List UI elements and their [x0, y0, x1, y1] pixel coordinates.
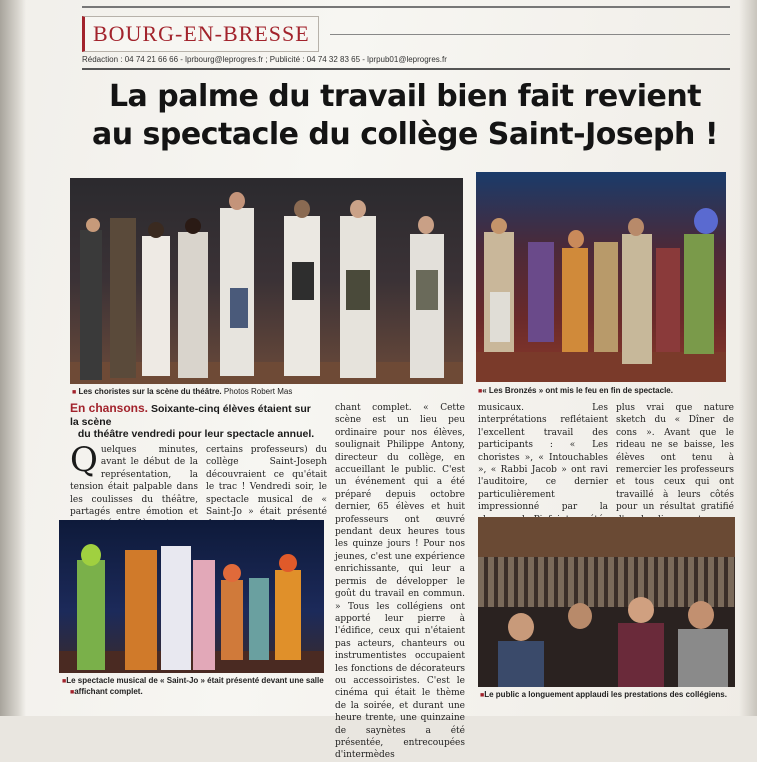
head	[350, 200, 366, 218]
orange-wig	[223, 564, 241, 582]
stage-floor	[476, 352, 726, 382]
caption-audience: ■ Le public a longuement applaudi les prestations des collégiens.	[480, 690, 727, 699]
spectator-body	[618, 623, 664, 687]
performer-figure	[77, 560, 105, 670]
headline-line-1: La palme du travail bien fait revient	[108, 79, 702, 114]
head	[568, 230, 584, 248]
head	[418, 216, 434, 234]
caption-les-bronzes: ■ « Les Bronzés » ont mis le feu en fin de spectacle.	[478, 386, 673, 395]
performer-figure	[161, 546, 191, 670]
singer-figure	[142, 236, 170, 376]
caption-choir	[72, 387, 292, 396]
head	[491, 218, 507, 234]
caption-choir-text: Les choristes sur la scène du théâtre.	[78, 387, 222, 396]
performer-figure	[249, 578, 269, 660]
spectator-body	[498, 641, 544, 687]
kicker-label: En chansons.	[70, 401, 149, 415]
performer-figure	[594, 242, 618, 352]
article-column-5: plus vrai que nature sketch du « Dîner de cons ». Avant que le rideau ne se baisse, les élèves ont tenu à remercier les professeurs et tous ceux qui ont travaillé à leurs côtés pour un résultat gratifié	[616, 403, 734, 513]
spectator-body	[678, 629, 728, 687]
shorts-dark	[346, 270, 370, 310]
performer-figure	[684, 234, 714, 354]
performer-figure	[125, 550, 157, 670]
spectator-head	[688, 601, 714, 629]
photo-musical	[59, 520, 324, 673]
head	[86, 218, 100, 232]
header-rule	[330, 34, 730, 35]
top-rule	[82, 6, 730, 8]
contact-line: Rédaction : 04 74 21 66 66 - lprbourg@leprogres.fr ; Publicité : 04 74 32 83 65 - lprpub01@leprogres.fr	[82, 55, 447, 64]
singer-figure	[80, 230, 102, 380]
performer-figure	[490, 292, 510, 342]
performer-figure	[275, 570, 301, 660]
head	[294, 200, 310, 218]
green-wig	[81, 544, 101, 566]
singer-figure	[110, 218, 136, 378]
singer-figure	[178, 232, 208, 378]
head	[185, 218, 201, 234]
article-column-4: musicaux. Les interprétations reflétaient l'excellent travail des participants : « Les choristes », « Intouchables », « Rabbi Jacob » ont ravi l'auditoire, ce dernier particulièrement impressionné par la	[478, 403, 608, 513]
article-kicker	[70, 402, 322, 429]
article-column-1	[70, 440, 198, 518]
kicker-text: Soixante-cinq élèves étaient sur la scène	[70, 403, 311, 428]
section-header	[82, 16, 319, 52]
head	[628, 218, 644, 236]
spectator-head	[508, 613, 534, 641]
article-column-3: chant complet. « Cette scène est un lieu peu ordinaire pour nos élèves, soulignait Philippe Antony, directeur du collège, en accueillant le public. C'est un événement qui a été préparé depuis octobre dernier, 65 élèves et huit professeurs ont œuvré pendant deux heures tous les quinze jours ! Pour nos jeunes, c'est une expérience enrichissante, qui leur a permis de développer le goût du travail en commun. » Tous les collégiens ont apporté leur pierre à l'édifice, ceux qui n'étaient pas acteurs, chanteurs ou instrumentistes occupaient les fonctions de décorateurs ou accessoiristes. C'est le cinéma qui était le thème de la soirée, et durant une heure trente, une quinzaine de saynètes a été présentée, entrecoupées d'intermèdes	[335, 403, 465, 761]
audience-rows	[478, 557, 735, 607]
section-name: BOURG-EN-BRESSE	[93, 21, 310, 46]
performer-figure	[193, 560, 215, 670]
caption-musical-line-2: ■ affichant complet.	[70, 687, 143, 696]
kicker-line-2: du théâtre vendredi pour leur spectacle annuel.	[77, 428, 315, 440]
photo-les-bronzes	[476, 172, 726, 382]
shorts-grey	[416, 270, 438, 310]
shorts-blue	[230, 288, 248, 328]
photo-credit: Photos Robert Mas	[223, 387, 293, 396]
headline	[70, 78, 740, 154]
shorts-dark	[292, 262, 314, 300]
head	[148, 222, 164, 238]
performer-figure	[656, 248, 680, 352]
dropcap: Q	[70, 440, 98, 480]
photo-audience	[478, 517, 735, 687]
performer-figure	[622, 234, 652, 364]
contact-rule	[82, 68, 730, 70]
photo-choir	[70, 178, 463, 384]
head	[229, 192, 245, 210]
performer-figure	[528, 242, 554, 342]
theatre-balcony	[478, 517, 735, 557]
spectator-head	[568, 603, 592, 629]
column-1-text: uelques minutes, avant le début de la représentation, la tension était palpable dans les coulisses du théâtre, partagés entre émotion et	[70, 445, 198, 518]
red-wig	[279, 554, 297, 572]
caption-musical: ■ Le spectacle musical de « Saint-Jo » était présenté devant une salle	[62, 676, 324, 685]
blue-wig	[694, 208, 718, 234]
performer-figure	[562, 248, 588, 352]
article-column-2: certains professeurs) du collège Saint-Joseph découvraient ce qu'était le trac ! Vendredi soir, le spectacle musical de « Saint-Jo » était présenté	[206, 445, 327, 518]
performer-figure	[221, 580, 243, 660]
spectator-head	[628, 597, 654, 623]
headline-line-2: au spectacle du collège Saint-Joseph !	[91, 117, 718, 152]
